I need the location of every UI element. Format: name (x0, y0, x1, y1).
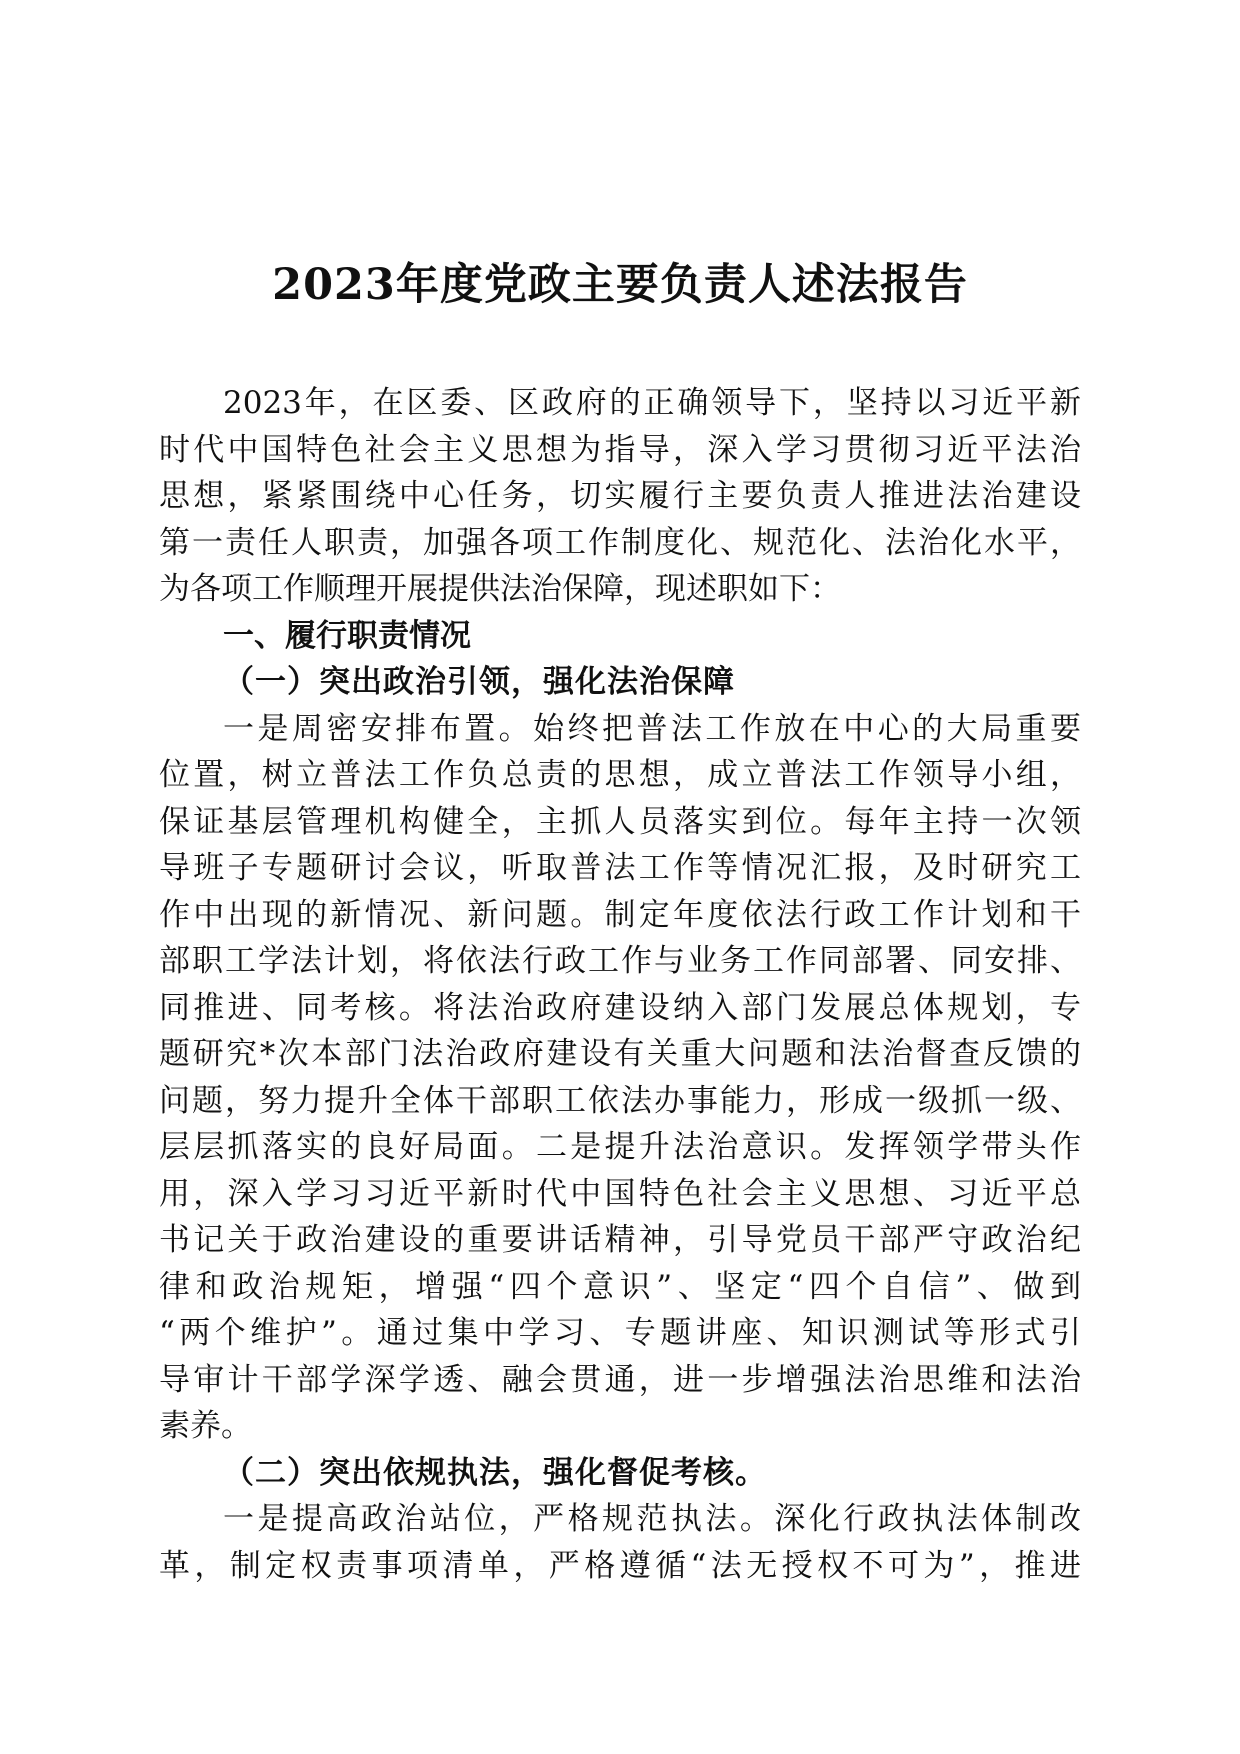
paragraph-line: 保证基层管理机构健全，主抓人员落实到位。每年主持一次领 (159, 803, 1081, 840)
paragraph-line: 律和政治规矩，增强“四个意识”、坚定“四个自信”、做到 (159, 1268, 1081, 1305)
paragraph-line: 用，深入学习习近平新时代中国特色社会主义思想、习近平总 (159, 1175, 1081, 1212)
paragraph-line: 时代中国特色社会主义思想为指导，深入学习贯彻习近平法治 (159, 431, 1081, 468)
document-title: 2023年度党政主要负责人述法报告 (272, 260, 968, 310)
paragraph-line: 位置，树立普法工作负总责的思想，成立普法工作领导小组， (159, 757, 1081, 793)
paragraph-line: 2023年，在区委、区政府的正确领导下，坚持以习近平新 (223, 385, 1081, 421)
paragraph-line: 层层抓落实的良好局面。二是提升法治意识。发挥领学带头作 (159, 1129, 1081, 1165)
paragraph-line: 作中出现的新情况、新问题。制定年度依法行政工作计划和干 (159, 896, 1081, 933)
paragraph-line: 一是周密安排布置。始终把普法工作放在中心的大局重要 (223, 710, 1081, 747)
paragraph-line: 第一责任人职责，加强各项工作制度化、规范化、法治化水平， (159, 524, 1081, 561)
paragraph-line: 同推进、同考核。将法治政府建设纳入部门发展总体规划，专 (159, 989, 1081, 1026)
paragraph-line: 题研究*次本部门法治政府建设有关重大问题和法治督查反馈的 (159, 1036, 1081, 1072)
paragraph-line: 问题，努力提升全体干部职工依法办事能力，形成一级抓一级、 (159, 1082, 1081, 1119)
paragraph-line: 导审计干部学深学透、融会贯通，进一步增强法治思维和法治 (159, 1361, 1081, 1398)
paragraph-line: 部职工学法计划，将依法行政工作与业务工作同部署、同安排、 (159, 943, 1081, 979)
paragraph-line: 为各项工作顺理开展提供法治保障，现述职如下： (159, 571, 841, 607)
document-body (159, 380, 1081, 1589)
paragraph-line: 思想，紧紧围绕中心任务，切实履行主要负责人推进法治建设 (159, 478, 1081, 514)
subsection-heading: （二）突出依规执法，强化督促考核。 (223, 1454, 767, 1491)
paragraph-line: 素养。 (159, 1408, 252, 1444)
section-heading: 一、履行职责情况 (223, 617, 471, 654)
subsection-heading: （一）突出政治引领，强化法治保障 (223, 664, 735, 700)
paragraph-line: 书记关于政治建设的重要讲话精神，引导党员干部严守政治纪 (159, 1222, 1081, 1258)
paragraph-line: 导班子专题研讨会议，听取普法工作等情况汇报，及时研究工 (159, 850, 1081, 886)
paragraph-line: 革，制定权责事项清单，严格遵循“法无授权不可为”，推进 (159, 1547, 1081, 1584)
paragraph-line: “两个维护”。通过集中学习、专题讲座、知识测试等形式引 (159, 1315, 1081, 1351)
paragraph-line: 一是提高政治站位，严格规范执法。深化行政执法体制改 (223, 1501, 1081, 1537)
